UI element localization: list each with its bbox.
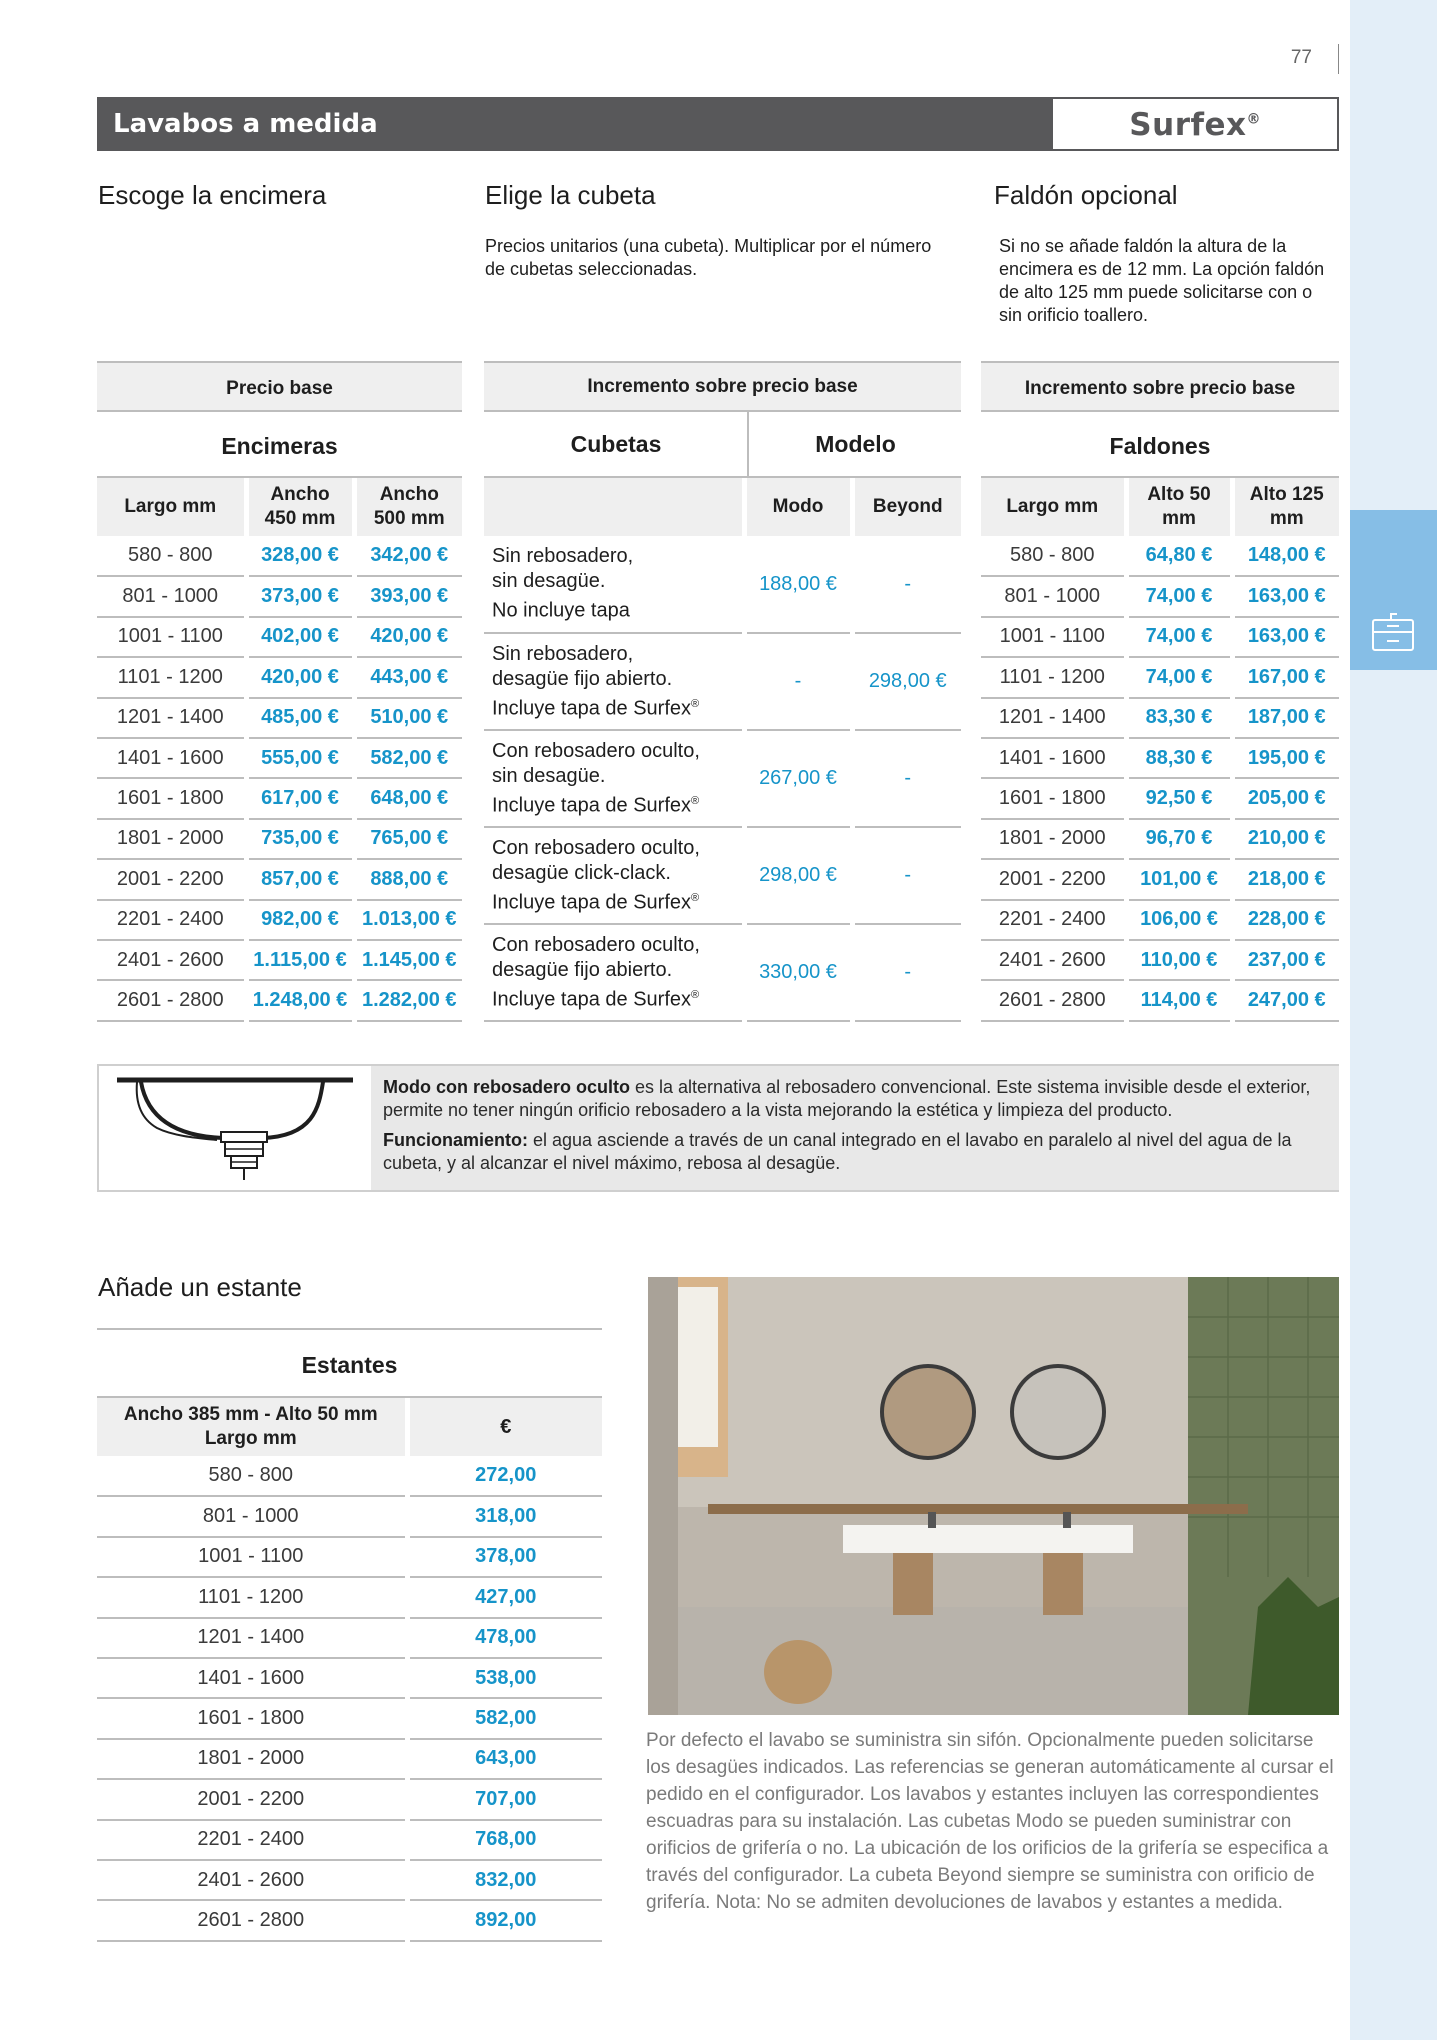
- faldon-length-cell: 2601 - 2800: [981, 980, 1126, 1020]
- estante-length-cell: 1201 - 1400: [97, 1618, 407, 1658]
- cubeta-price-modo: 267,00 €: [744, 730, 852, 827]
- encimera-price-cell: 1.282,00 €: [354, 980, 462, 1020]
- estante-row: [97, 1779, 602, 1819]
- faldon-price-cell: 106,00 €: [1126, 900, 1232, 940]
- faldon-band-rule: [981, 410, 1339, 412]
- brand-box: [1051, 97, 1339, 151]
- section-banner: [97, 97, 1051, 151]
- encimera-table: [97, 478, 462, 1022]
- encimera-price-cell: 735,00 €: [246, 819, 354, 859]
- estante-length-cell: 1101 - 1200: [97, 1577, 407, 1617]
- estante-row: [97, 1820, 602, 1860]
- encimera-price-cell: 373,00 €: [246, 576, 354, 616]
- encimera-price-cell: 328,00 €: [246, 536, 354, 576]
- encimera-price-cell: 1.115,00 €: [246, 940, 354, 980]
- encimera-price-cell: 510,00 €: [354, 698, 462, 738]
- faldon-length-cell: 1101 - 1200: [981, 657, 1126, 697]
- faldon-length-cell: 1801 - 2000: [981, 819, 1126, 859]
- faldon-price-cell: 96,70 €: [1126, 819, 1232, 859]
- encimera-price-cell: 420,00 €: [246, 657, 354, 697]
- estante-price-cell: 643,00: [407, 1739, 602, 1779]
- page-number: 77: [1290, 47, 1312, 68]
- cubeta-row: [484, 633, 961, 730]
- faldon-length-cell: 1001 - 1100: [981, 617, 1126, 657]
- estante-row: [97, 1900, 602, 1940]
- encimera-price-cell: 648,00 €: [354, 778, 462, 818]
- encimera-price-cell: 1.145,00 €: [354, 940, 462, 980]
- faldon-table: [981, 478, 1339, 1022]
- faldon-price-cell: 88,30 €: [1126, 738, 1232, 778]
- faldon-row: [981, 859, 1339, 899]
- encimera-price-cell: 888,00 €: [354, 859, 462, 899]
- banner-title: Lavabos a medida: [113, 109, 378, 139]
- cubeta-description: Sin rebosadero, desagüe fijo abierto. Incluye tapa de Surfex®: [484, 633, 744, 730]
- faldon-price-cell: 163,00 €: [1232, 617, 1339, 657]
- cubeta-header-row: [484, 478, 961, 536]
- info-box: [97, 1064, 1339, 1192]
- cubeta-header-modo: Modo: [744, 478, 852, 536]
- encimera-title: Escoge la encimera: [98, 180, 327, 210]
- encimera-price-cell: 485,00 €: [246, 698, 354, 738]
- faldon-price-cell: 64,80 €: [1126, 536, 1232, 576]
- cubeta-description: Con rebosadero oculto, desagüe fijo abierto. Incluye tapa de Surfex®: [484, 924, 744, 1021]
- cubeta-band: Incremento sobre precio base: [484, 361, 961, 411]
- faldon-note: Si no se añade faldón la altura de la encimera es de 12 mm. La opción faldón de alto 125 mm puede solicitarse con o sin orificio toallero.: [999, 236, 1325, 325]
- faldon-header-largo: Largo mm: [981, 478, 1126, 536]
- estante-row: [97, 1537, 602, 1577]
- estante-row: [97, 1456, 602, 1496]
- faldon-header-125: Alto 125 mm: [1232, 478, 1339, 536]
- estante-row: [97, 1860, 602, 1900]
- encimera-row: [97, 657, 462, 697]
- encimera-table-title: Encimeras: [221, 433, 338, 459]
- encimera-row: [97, 859, 462, 899]
- faldon-band: Incremento sobre precio base: [981, 361, 1339, 411]
- estante-price-cell: 707,00: [407, 1779, 602, 1819]
- faldon-price-cell: 74,00 €: [1126, 617, 1232, 657]
- faldon-length-cell: 1401 - 1600: [981, 738, 1126, 778]
- faldon-price-cell: 195,00 €: [1232, 738, 1339, 778]
- encimera-row: [97, 980, 462, 1020]
- encimera-length-cell: 1401 - 1600: [97, 738, 246, 778]
- estante-row: [97, 1698, 602, 1738]
- info-text: [383, 1076, 1327, 1182]
- encimera-length-cell: 1801 - 2000: [97, 819, 246, 859]
- estante-length-cell: 2601 - 2800: [97, 1900, 407, 1940]
- estante-length-cell: 801 - 1000: [97, 1496, 407, 1536]
- encimera-band: Precio base: [97, 361, 462, 411]
- faldon-price-cell: 210,00 €: [1232, 819, 1339, 859]
- faldon-row: [981, 819, 1339, 859]
- faldon-length-cell: 2401 - 2600: [981, 940, 1126, 980]
- faldon-table-title: Faldones: [1109, 433, 1211, 459]
- faldon-price-cell: 187,00 €: [1232, 698, 1339, 738]
- estante-price-cell: 768,00: [407, 1820, 602, 1860]
- encimera-length-cell: 2001 - 2200: [97, 859, 246, 899]
- cubeta-description: Sin rebosadero, sin desagüe. No incluye tapa: [484, 536, 744, 633]
- cubeta-col-cubetas: Cubetas: [570, 431, 662, 457]
- cubeta-price-beyond: -: [852, 827, 961, 924]
- faldon-length-cell: 1201 - 1400: [981, 698, 1126, 738]
- cubeta-title: Elige la cubeta: [485, 180, 656, 210]
- encimera-header-largo: Largo mm: [97, 478, 246, 536]
- faldon-price-cell: 148,00 €: [1232, 536, 1339, 576]
- encimera-row: [97, 900, 462, 940]
- faldon-row: [981, 576, 1339, 616]
- encimera-band-rule: [97, 410, 462, 412]
- encimera-price-cell: 982,00 €: [246, 900, 354, 940]
- cubeta-row: [484, 730, 961, 827]
- encimera-length-cell: 1601 - 1800: [97, 778, 246, 818]
- encimera-header-row: [97, 478, 462, 536]
- cubeta-row: [484, 536, 961, 633]
- encimera-row: [97, 940, 462, 980]
- cubeta-price-beyond: 298,00 €: [852, 633, 961, 730]
- encimera-length-cell: 1201 - 1400: [97, 698, 246, 738]
- faldon-price-cell: 74,00 €: [1126, 657, 1232, 697]
- cubeta-band-rule: [484, 410, 961, 412]
- cubeta-table: [484, 478, 961, 1022]
- footer-caption: Por defecto el lavabo se suministra sin sifón. Opcionalmente pueden solicitarse los desagües indicados. Las referencias se generan automáticamente al cursar el pedido en el configurador. Los lavabos y estantes incluyen las correspondientes escuadras para su instalación. Las cubetas Modo se pueden suministrar con orificios de grifería o no. La ubicación de los orificios de la grifería se especifica a través del configurador. La cubeta Beyond siempre se suministra con orificio de grifería. Nota: No se admiten devoluciones de lavabos y estantes a medida.: [646, 1730, 1334, 1913]
- estante-title-rule: [97, 1328, 602, 1330]
- faldon-length-cell: 2001 - 2200: [981, 859, 1126, 899]
- cubeta-col-divider: [747, 411, 749, 476]
- estante-price-cell: 832,00: [407, 1860, 602, 1900]
- estante-length-cell: 2201 - 2400: [97, 1820, 407, 1860]
- estante-price-cell: 378,00: [407, 1537, 602, 1577]
- estante-table-title: Estantes: [301, 1352, 398, 1378]
- faldon-length-cell: 801 - 1000: [981, 576, 1126, 616]
- encimera-length-cell: 2601 - 2800: [97, 980, 246, 1020]
- estante-row: [97, 1658, 602, 1698]
- vanity-icon: [1370, 610, 1416, 654]
- page-number-rule: [1338, 44, 1339, 74]
- encimera-length-cell: 580 - 800: [97, 536, 246, 576]
- cubeta-price-beyond: -: [852, 924, 961, 1021]
- faldon-row: [981, 698, 1339, 738]
- estante-price-cell: 318,00: [407, 1496, 602, 1536]
- encimera-price-cell: 420,00 €: [354, 617, 462, 657]
- basin-diagram: [113, 1076, 353, 1184]
- encimera-row: [97, 778, 462, 818]
- encimera-row: [97, 698, 462, 738]
- estante-title: Añade un estante: [98, 1272, 302, 1302]
- estante-price-cell: 427,00: [407, 1577, 602, 1617]
- estante-price-cell: 272,00: [407, 1456, 602, 1496]
- faldon-price-cell: 247,00 €: [1232, 980, 1339, 1020]
- faldon-header-row: [981, 478, 1339, 536]
- estante-header-largo: Ancho 385 mm - Alto 50 mm Largo mm: [97, 1398, 407, 1456]
- encimera-price-cell: 857,00 €: [246, 859, 354, 899]
- estante-row: [97, 1618, 602, 1658]
- encimera-row: [97, 536, 462, 576]
- estante-price-cell: 478,00: [407, 1618, 602, 1658]
- encimera-row: [97, 738, 462, 778]
- encimera-length-cell: 2201 - 2400: [97, 900, 246, 940]
- encimera-length-cell: 1001 - 1100: [97, 617, 246, 657]
- encimera-price-cell: 765,00 €: [354, 819, 462, 859]
- faldon-price-cell: 205,00 €: [1232, 778, 1339, 818]
- cubeta-row: [484, 924, 961, 1021]
- estante-length-cell: 1001 - 1100: [97, 1537, 407, 1577]
- brand-logo: Surfex®: [1129, 107, 1261, 143]
- encimera-price-cell: 1.013,00 €: [354, 900, 462, 940]
- cubeta-row: [484, 827, 961, 924]
- estante-table: [97, 1398, 602, 1942]
- estante-length-cell: 1601 - 1800: [97, 1698, 407, 1738]
- cubeta-price-modo: 188,00 €: [744, 536, 852, 633]
- section-tab[interactable]: [1350, 510, 1437, 670]
- encimera-header-450: Ancho 450 mm: [246, 478, 354, 536]
- estante-header-row: [97, 1398, 602, 1456]
- faldon-row: [981, 900, 1339, 940]
- faldon-row: [981, 980, 1339, 1020]
- encimera-length-cell: 801 - 1000: [97, 576, 246, 616]
- side-band: [1350, 0, 1437, 2040]
- faldon-price-cell: 237,00 €: [1232, 940, 1339, 980]
- faldon-row: [981, 778, 1339, 818]
- cubeta-description: Con rebosadero oculto, desagüe click-clack. Incluye tapa de Surfex®: [484, 827, 744, 924]
- estante-price-cell: 582,00: [407, 1698, 602, 1738]
- encimera-price-cell: 555,00 €: [246, 738, 354, 778]
- estante-price-cell: 892,00: [407, 1900, 602, 1940]
- encimera-row: [97, 617, 462, 657]
- faldon-price-cell: 167,00 €: [1232, 657, 1339, 697]
- estante-row: [97, 1577, 602, 1617]
- faldon-price-cell: 74,00 €: [1126, 576, 1232, 616]
- faldon-price-cell: 228,00 €: [1232, 900, 1339, 940]
- encimera-length-cell: 2401 - 2600: [97, 940, 246, 980]
- estante-length-cell: 1801 - 2000: [97, 1739, 407, 1779]
- cubeta-price-beyond: -: [852, 730, 961, 827]
- cubeta-header-beyond: Beyond: [852, 478, 961, 536]
- cubeta-price-modo: -: [744, 633, 852, 730]
- bathroom-photo: [648, 1277, 1339, 1715]
- faldon-length-cell: 2201 - 2400: [981, 900, 1126, 940]
- cubeta-note: Precios unitarios (una cubeta). Multiplicar por el número de cubetas seleccionadas.: [485, 236, 932, 279]
- faldon-row: [981, 617, 1339, 657]
- faldon-price-cell: 114,00 €: [1126, 980, 1232, 1020]
- encimera-header-500: Ancho 500 mm: [354, 478, 462, 536]
- faldon-price-cell: 101,00 €: [1126, 859, 1232, 899]
- info-paragraph-1: Modo con rebosadero oculto es la alternativa al rebosadero convencional. Este sistema invisible desde el exterior, permite no tener ningún orificio rebosadero a la vista mejorando la estética y limpieza del producto.: [383, 1077, 1311, 1120]
- estante-row: [97, 1739, 602, 1779]
- faldon-price-cell: 92,50 €: [1126, 778, 1232, 818]
- faldon-length-cell: 1601 - 1800: [981, 778, 1126, 818]
- faldon-price-cell: 218,00 €: [1232, 859, 1339, 899]
- estante-row: [97, 1496, 602, 1536]
- cubeta-price-modo: 298,00 €: [744, 827, 852, 924]
- cubeta-description: Con rebosadero oculto, sin desagüe. Incluye tapa de Surfex®: [484, 730, 744, 827]
- faldon-price-cell: 163,00 €: [1232, 576, 1339, 616]
- estante-length-cell: 2401 - 2600: [97, 1860, 407, 1900]
- cubeta-price-modo: 330,00 €: [744, 924, 852, 1021]
- faldon-title: Faldón opcional: [994, 180, 1178, 210]
- faldon-row: [981, 657, 1339, 697]
- faldon-row: [981, 536, 1339, 576]
- encimera-price-cell: 402,00 €: [246, 617, 354, 657]
- encimera-price-cell: 393,00 €: [354, 576, 462, 616]
- estante-length-cell: 1401 - 1600: [97, 1658, 407, 1698]
- estante-length-cell: 2001 - 2200: [97, 1779, 407, 1819]
- faldon-row: [981, 738, 1339, 778]
- cubeta-price-beyond: -: [852, 536, 961, 633]
- estante-price-cell: 538,00: [407, 1658, 602, 1698]
- encimera-row: [97, 819, 462, 859]
- encimera-length-cell: 1101 - 1200: [97, 657, 246, 697]
- cubeta-header-desc: [484, 478, 744, 536]
- faldon-header-50: Alto 50 mm: [1126, 478, 1232, 536]
- encimera-price-cell: 342,00 €: [354, 536, 462, 576]
- faldon-length-cell: 580 - 800: [981, 536, 1126, 576]
- info-paragraph-2: Funcionamiento: el agua asciende a través de un canal integrado en el lavabo en paralelo al nivel del agua de la cubeta, y al alcanzar el nivel máximo, rebosa al desagüe.: [383, 1130, 1292, 1173]
- encimera-price-cell: 617,00 €: [246, 778, 354, 818]
- encimera-price-cell: 582,00 €: [354, 738, 462, 778]
- estante-header-price: €: [407, 1398, 602, 1456]
- estante-length-cell: 580 - 800: [97, 1456, 407, 1496]
- faldon-price-cell: 110,00 €: [1126, 940, 1232, 980]
- faldon-price-cell: 83,30 €: [1126, 698, 1232, 738]
- cubeta-col-modelo: Modelo: [815, 431, 896, 457]
- faldon-row: [981, 940, 1339, 980]
- encimera-price-cell: 443,00 €: [354, 657, 462, 697]
- encimera-price-cell: 1.248,00 €: [246, 980, 354, 1020]
- encimera-row: [97, 576, 462, 616]
